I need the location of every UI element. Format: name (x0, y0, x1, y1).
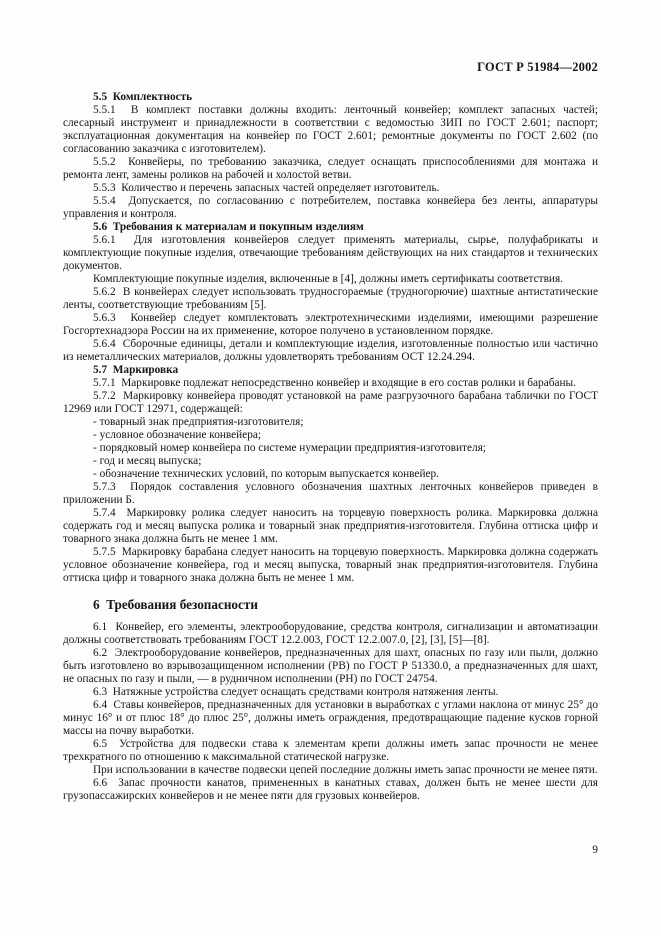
paragraph: 5.7.1 Маркировке подлежат непосредственно конвейер и входящие в его состав ролики и барабаны. (93, 377, 576, 389)
paragraph: 5.7.5 Маркировку барабана следует наносить на торцевую поверхность. Маркировка должна содержать условное обозначение конвейера, год и месяц выпуска, товарный знак предприятия-изготовителя. Глубина оттиска цифр и товарного знака должна быть не менее 1 мм. (63, 546, 601, 584)
running-header: ГОСТ Р 51984—2002 (477, 60, 598, 74)
subsection-heading: 5.7 Маркировка (93, 364, 179, 376)
paragraph: 6.2 Электрооборудование конвейеров, предназначенных для шахт, опасных по газу или пыли, должно быть изготовлено во взрывозащищенном исполнении (РВ) по ГОСТ Р 51330.0, а предназначенных для шахт, не опасных по газу и пыли, — в рудничном исполнении (РН) по ГОСТ 24754. (63, 647, 601, 685)
paragraph: 5.5.4 Допускается, по согласованию с потребителем, поставка конвейера без ленты, аппаратуры управления и контроля. (63, 195, 601, 220)
paragraph: 5.6.4 Сборочные единицы, детали и комплектующие изделия, изготовленные полностью или частично из неметаллических материалов, должны удовлетворять требованиям ОСТ 12.24.294. (63, 338, 601, 363)
paragraph: 6.3 Натяжные устройства следует оснащать средствами контроля натяжения ленты. (93, 686, 499, 698)
paragraph: 5.7.2 Маркировку конвейера проводят установкой на раме разгрузочного барабана таблички по ГОСТ 12969 или ГОСТ 12971, содержащей: (63, 390, 601, 415)
paragraph: 5.5.2 Конвейеры, по требованию заказчика, следует оснащать приспособлениями для монтажа и ремонта лент, замены роликов на рабочей и холостой ветви. (63, 156, 601, 181)
list-item: - обозначение технических условий, по которым выпускается конвейер. (93, 468, 439, 480)
paragraph: 5.6.1 Для изготовления конвейеров следует применять материалы, сырье, полуфабрикаты и комплектующие покупные изделия, отвечающие требованиям действующих на них стандартов и технических документов. (63, 234, 601, 272)
paragraph: 6.4 Ставы конвейеров, предназначенных для установки в выработках с углами наклона от минус 25° до минус 16° и от плюс 18° до плюс 25°, должны иметь ограждения, предотвращающие падение кусков горной массы на почву выработки. (63, 699, 601, 737)
section-heading: 6 Требования безопасности (93, 597, 258, 612)
list-item: - год и месяц выпуска; (93, 455, 202, 467)
page-number: 9 (592, 844, 598, 856)
document-body (63, 91, 601, 803)
paragraph: 5.5.3 Количество и перечень запасных частей определяет изготовитель. (93, 182, 440, 194)
paragraph: 6.5 Устройства для подвески става к элементам крепи должны иметь запас прочности не менее трехкратного по отношению к максимальной статической нагрузке. (63, 738, 601, 763)
paragraph: 5.6.3 Конвейер следует комплектовать электротехническими изделиями, имеющими разрешение Госгортехнадзора России на их применение, которое получено в установленном порядке. (63, 312, 601, 337)
list-item: - условное обозначение конвейера; (93, 429, 262, 441)
list-item: - товарный знак предприятия-изготовителя; (93, 416, 304, 428)
list-item: - порядковый номер конвейера по системе нумерации предприятия-изготовителя; (93, 442, 486, 454)
paragraph: 6.1 Конвейер, его элементы, электрооборудование, средства контроля, сигнализации и автоматизации должны соответствовать требованиям ГОСТ 12.2.003, ГОСТ 12.2.007.0, [2], [3], [5]—[8]. (63, 621, 601, 646)
paragraph: Комплектующие покупные изделия, включенные в [4], должны иметь сертификаты соответствия. (93, 273, 563, 285)
paragraph: 5.6.2 В конвейерах следует использовать трудносгораемые (трудногорючие) шахтные антистатические ленты, соответствующие требованиям [5]. (63, 286, 601, 311)
subsection-heading: 5.5 Комплектность (93, 91, 193, 103)
paragraph: При использовании в качестве подвески цепей последние должны иметь запас прочности не менее пяти. (93, 764, 598, 776)
paragraph: 5.5.1 В комплект поставки должны входить: ленточный конвейер; комплект запасных частей; слесарный инструмент и принадлежности в соответствии с ведомостью ЗИП по ГОСТ 2.601; паспорт; эксплуатационная документация на конвейер по ГОСТ 2.601; ремонтные документы по ГОСТ 2.602 (по согласованию заказчика с изготовителем). (63, 104, 601, 155)
paragraph: 5.7.4 Маркировку ролика следует наносить на торцевую поверхность ролика. Маркировка должна содержать год и месяц выпуска ролика и товарный знак предприятия-изготовителя. Глубина оттиска цифр и товарного знака должна быть не менее 1 мм. (63, 507, 601, 545)
subsection-heading: 5.6 Требования к материалам и покупным изделиям (93, 221, 364, 233)
paragraph: 5.7.3 Порядок составления условного обозначения шахтных ленточных конвейеров приведен в приложении Б. (63, 481, 601, 506)
paragraph: 6.6 Запас прочности канатов, примененных в канатных ставах, должен быть не менее шести для грузопассажирских конвейеров и не менее пяти для грузовых конвейеров. (63, 777, 601, 802)
